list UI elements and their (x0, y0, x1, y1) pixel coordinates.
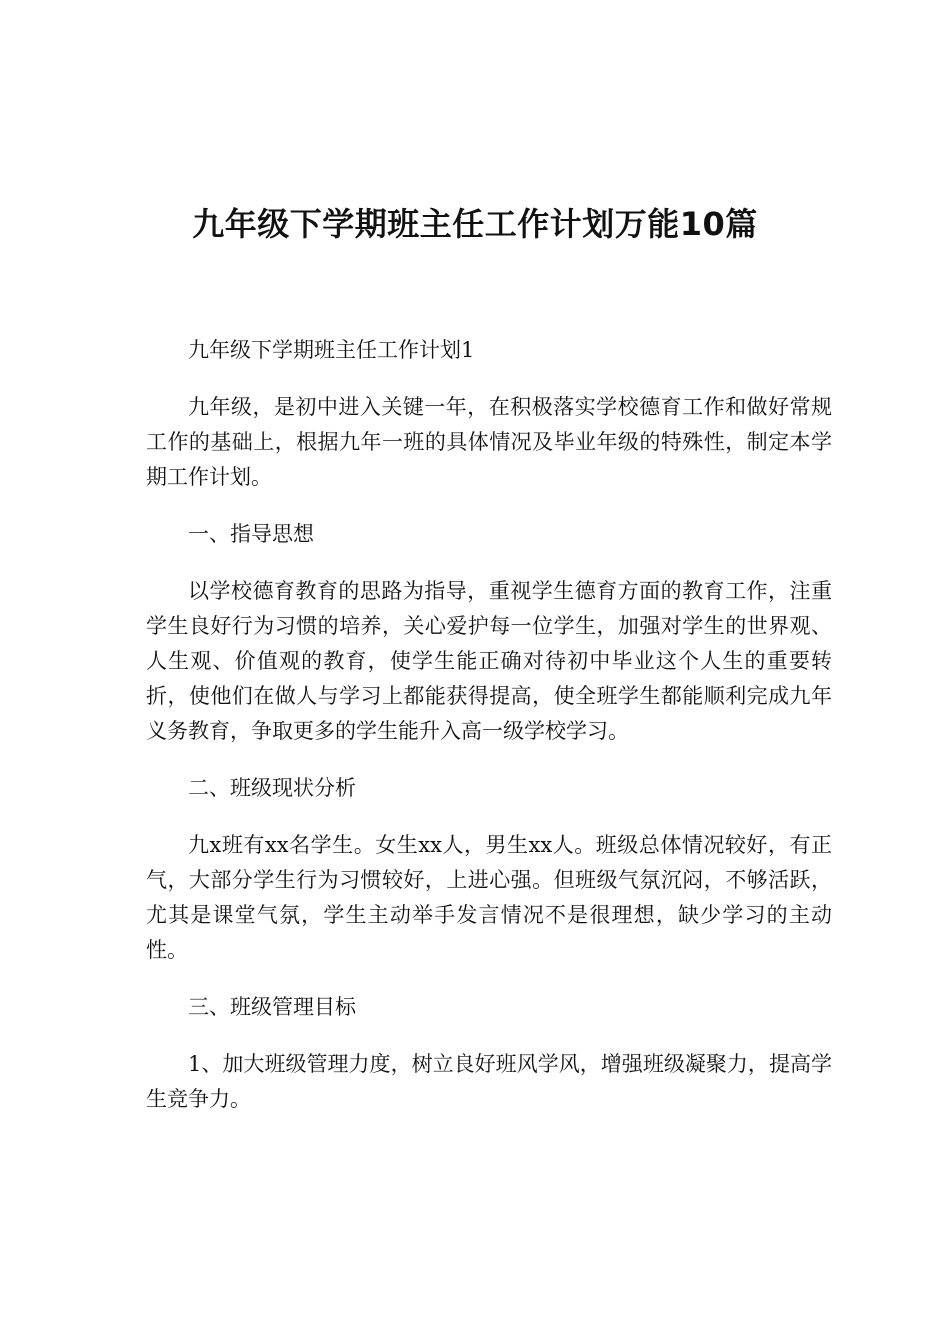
intro-paragraph: 九年级，是初中进入关键一年，在积极落实学校德育工作和做好常规工作的基础上，根据九年一班的具体情况及毕业年级的特殊性，制定本学期工作计划。 (146, 395, 832, 489)
class-analysis-paragraph: 九x班有xx名学生。女生xx人，男生xx人。班级总体情况较好，有正气，大部分学生行为习惯较好，上进心强。但班级气氛沉闷，不够活跃，尤其是课堂气氛，学生主动举手发言情况不是很理想，缺少学习的主动性。 (146, 833, 832, 962)
section-heading-class-analysis: 二、班级现状分析 (188, 776, 356, 800)
document-body (146, 333, 832, 1139)
section-subtitle: 九年级下学期班主任工作计划1 (188, 338, 475, 362)
section-heading-guiding-thought: 一、指导思想 (188, 522, 314, 546)
document-title: 九年级下学期班主任工作计划万能10篇 (192, 205, 758, 243)
management-goal-item: 1、加大班级管理力度，树立良好班风学风，增强班级凝聚力，提高学生竞争力。 (146, 1052, 832, 1111)
guiding-thought-paragraph: 以学校德育教育的思路为指导，重视学生德育方面的教育工作，注重学生良好行为习惯的培养，关心爱护每一位学生，加强对学生的世界观、人生观、价值观的教育，使学生能正确对待初中毕业这个人生的重要转折，使他们在做人与学习上都能获得提高，使全班学生都能顺利完成九年义务教育，争取更多的学生能升入高一级学校学习。 (146, 579, 832, 743)
section-heading-management-goals: 三、班级管理目标 (188, 995, 356, 1019)
